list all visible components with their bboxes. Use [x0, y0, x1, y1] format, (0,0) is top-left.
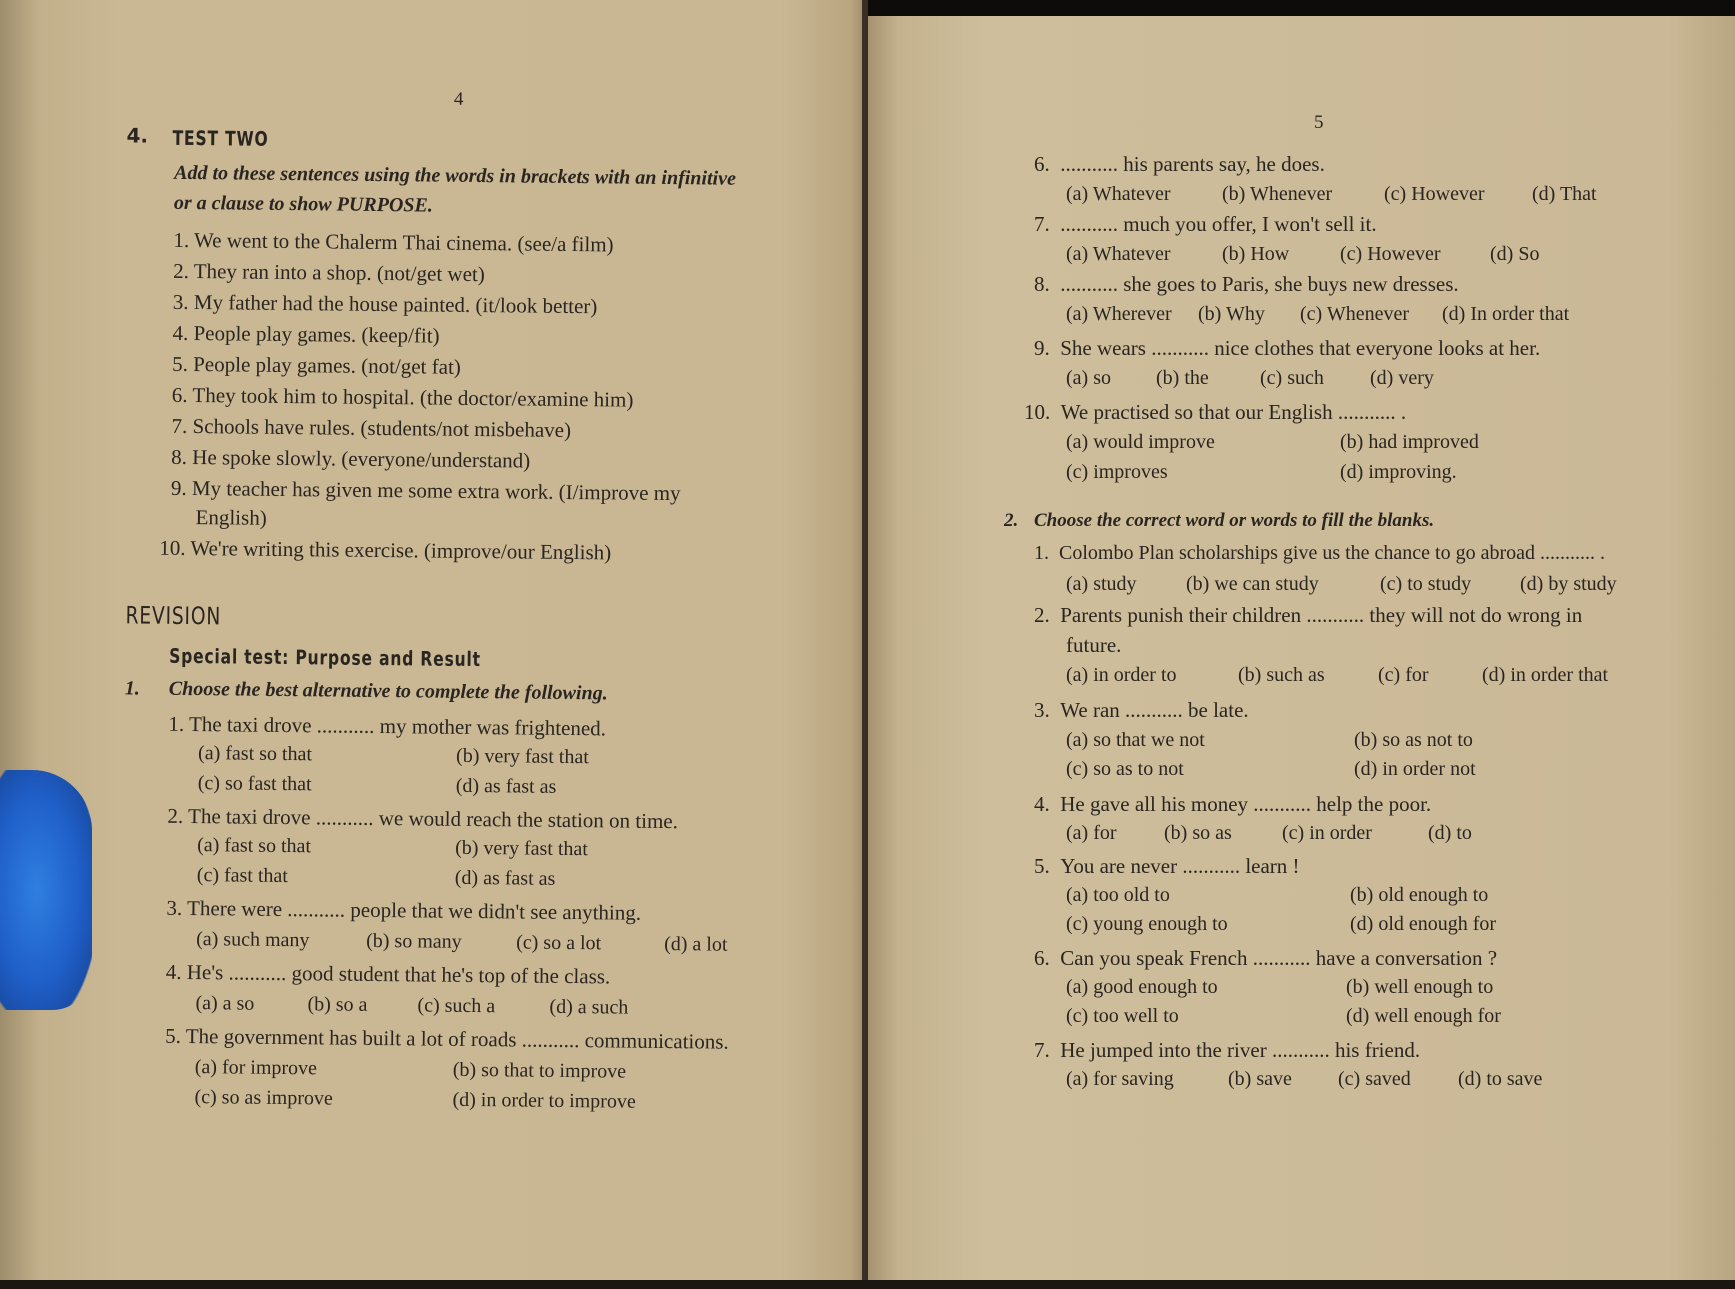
- question: 4. He's ........... good student that he's top of the class.: [165, 959, 611, 989]
- list-item: 7. Schools have rules. (students/not misbehave): [171, 413, 572, 443]
- instruction-line-2: or a clause to show PURPOSE.: [173, 191, 433, 217]
- option: (c) so as to not: [1066, 758, 1184, 780]
- option: (b) very fast that: [455, 836, 588, 861]
- part-2-instruction: Choose the correct word or words to fill the blanks.: [1034, 510, 1435, 531]
- option: (a) Whatever: [1066, 183, 1171, 205]
- list-item: 2. They ran into a shop. (not/get wet): [173, 258, 485, 287]
- option: (d) in order that: [1482, 664, 1609, 686]
- left-page-content: [0, 0, 864, 1289]
- option: (b) Whenever: [1222, 183, 1333, 205]
- list-item: 10. We're writing this exercise. (improve/our English): [159, 535, 612, 565]
- revision-title: REVISION: [125, 601, 222, 631]
- option: (a) Whatever: [1066, 243, 1171, 265]
- option: (c) improves: [1066, 461, 1168, 483]
- option: (b) such as: [1238, 664, 1325, 686]
- option: (b) How: [1222, 243, 1290, 265]
- option: (a) fast so that: [197, 834, 312, 858]
- option: (c) such: [1260, 367, 1324, 389]
- question: 5. The government has built a lot of roads ........... communications.: [165, 1023, 729, 1054]
- option: (c) so fast that: [197, 772, 312, 796]
- part-2-number: 2.: [1004, 510, 1019, 531]
- option: (b) so many: [366, 929, 462, 953]
- part-1-number: 1.: [124, 677, 140, 700]
- question: 7. ........... much you offer, I won't sell it.: [1034, 212, 1377, 236]
- option: (d) old enough for: [1350, 913, 1497, 935]
- option: (b) well enough to: [1346, 976, 1494, 998]
- option: (a) too old to: [1066, 884, 1170, 906]
- option: (d) by study: [1520, 573, 1617, 595]
- question: 7. He jumped into the river ........... his friend.: [1034, 1038, 1421, 1062]
- option: (b) so as not to: [1354, 729, 1473, 751]
- option: (c) too well to: [1066, 1005, 1179, 1027]
- option: (a) fast so that: [198, 742, 313, 766]
- page-number-left: 4: [453, 88, 464, 110]
- option: (a) a so: [195, 992, 255, 1015]
- option: (c) such a: [417, 994, 496, 1018]
- option: (c) in order: [1282, 822, 1372, 844]
- question: 10. We practised so that our English ........... .: [1024, 400, 1407, 424]
- option: (b) had improved: [1340, 431, 1479, 453]
- question: 5. You are never ........... learn !: [1034, 854, 1300, 878]
- question: 3. There were ........... people that we didn't see anything.: [166, 895, 642, 925]
- instruction-line-1: Add to these sentences using the words in brackets with an infinitive: [174, 161, 737, 190]
- option: (b) we can study: [1186, 573, 1319, 595]
- option: (a) for improve: [194, 1056, 318, 1080]
- option: (a) such many: [196, 928, 310, 952]
- special-test-title: Special test: Purpose and Result: [169, 643, 481, 672]
- option: (b) save: [1228, 1068, 1292, 1090]
- question: 2. Parents punish their children ........... they will not do wrong in: [1034, 603, 1583, 627]
- list-item: 6. They took him to hospital. (the doctor/examine him): [171, 382, 634, 412]
- question: 1. Colombo Plan scholarships give us the chance to go abroad ........... .: [1034, 542, 1606, 564]
- question-continuation: future.: [1066, 633, 1122, 657]
- option: (b) very fast that: [455, 744, 589, 769]
- list-item: 9. My teacher has given me some extra work. (I/improve my: [170, 475, 681, 506]
- question: 4. He gave all his money ........... help the poor.: [1034, 792, 1432, 816]
- option: (d) So: [1490, 243, 1540, 265]
- option: (c) so as improve: [194, 1086, 333, 1110]
- page-number-right: 5: [1314, 112, 1324, 133]
- option: (c) However: [1340, 243, 1441, 265]
- option: (a) would improve: [1066, 431, 1215, 453]
- question: 6. ........... his parents say, he does.: [1034, 152, 1325, 176]
- option: (b) Why: [1198, 303, 1265, 325]
- list-item: 1. We went to the Chalerm Thai cinema. (see/a film): [173, 227, 614, 257]
- option: (d) a lot: [664, 933, 728, 956]
- option: (a) in order to: [1066, 664, 1177, 686]
- option: (d) as fast as: [455, 774, 557, 798]
- list-item: 8. He spoke slowly. (everyone/understand): [171, 444, 531, 473]
- option: (c) fast that: [196, 864, 289, 888]
- option: (d) improving.: [1340, 461, 1457, 483]
- list-item: 4. People play games. (keep/fit): [172, 320, 440, 348]
- option: (b) so that to improve: [452, 1058, 627, 1083]
- question: 2. The taxi drove ........... we would reach the station on time.: [167, 803, 679, 834]
- section-title: TEST TWO: [172, 125, 269, 151]
- option: (d) very: [1370, 367, 1434, 389]
- option: (a) study: [1066, 573, 1137, 595]
- question: 3. We ran ........... be late.: [1034, 698, 1249, 722]
- option: (d) in order to improve: [452, 1088, 636, 1113]
- option: (c) Whenever: [1300, 303, 1410, 325]
- option: (c) However: [1384, 183, 1485, 205]
- option: (b) old enough to: [1350, 884, 1489, 906]
- option: (d) to save: [1458, 1068, 1543, 1090]
- option: (d) to: [1428, 822, 1472, 844]
- question: 6. Can you speak French ........... have a conversation ?: [1034, 946, 1498, 970]
- option: (b) the: [1156, 367, 1209, 389]
- option: (c) saved: [1338, 1068, 1411, 1090]
- part-1-instruction: Choose the best alternative to complete the following.: [168, 677, 608, 705]
- option: (d) as fast as: [454, 866, 556, 890]
- option: (a) so that we not: [1066, 729, 1205, 751]
- question: 1. The taxi drove ........... my mother was frightened.: [168, 711, 607, 741]
- blue-cloth-object: [0, 770, 92, 1010]
- option: (c) to study: [1380, 573, 1472, 595]
- option: (d) a such: [549, 995, 629, 1019]
- option: (a) good enough to: [1066, 976, 1218, 998]
- option: (a) for saving: [1066, 1068, 1174, 1090]
- option: (a) so: [1066, 367, 1111, 389]
- option: (d) in order not: [1354, 758, 1476, 780]
- option: (a) Wherever: [1066, 303, 1172, 325]
- list-item-continuation: English): [195, 505, 267, 530]
- question: 8. ........... she goes to Paris, she buys new dresses.: [1034, 272, 1459, 296]
- option: (c) so a lot: [516, 931, 602, 955]
- option: (d) In order that: [1442, 303, 1570, 325]
- option: (a) for: [1066, 822, 1117, 844]
- option: (c) young enough to: [1066, 913, 1228, 935]
- option: (b) so as: [1164, 822, 1232, 844]
- option: (d) well enough for: [1346, 1005, 1501, 1027]
- question: 9. She wears ........... nice clothes that everyone looks at her.: [1034, 336, 1541, 360]
- option: (c) for: [1378, 664, 1429, 686]
- option: (b) so a: [307, 993, 368, 1016]
- option: (d) That: [1532, 183, 1597, 205]
- section-number: 4.: [126, 123, 149, 148]
- list-item: 5. People play games. (not/get fat): [172, 351, 461, 379]
- list-item: 3. My father had the house painted. (it/look better): [172, 289, 598, 319]
